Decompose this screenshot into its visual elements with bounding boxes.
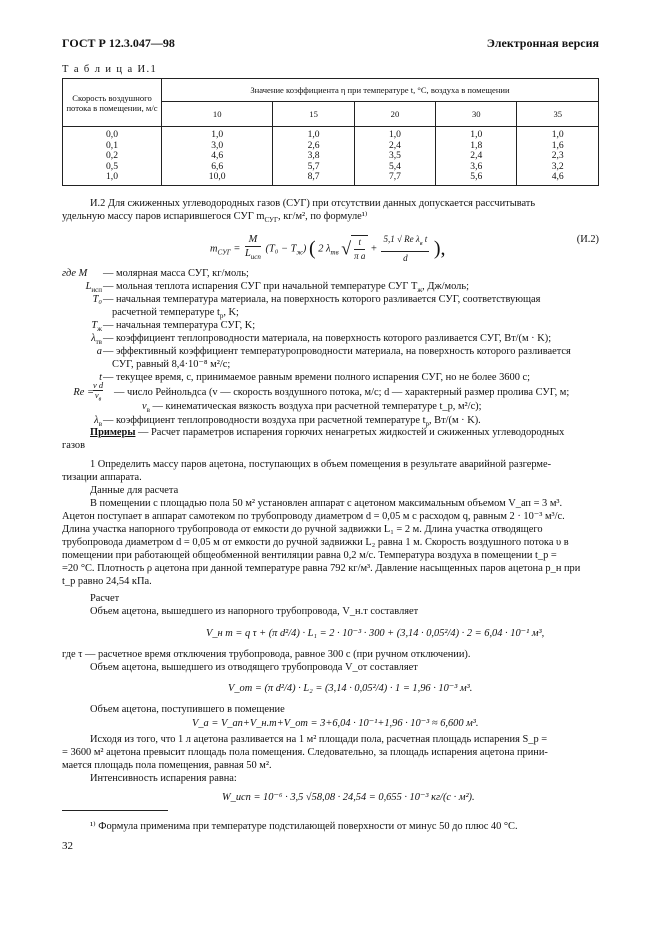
vol-ot-text: Объем ацетона, вышедшего из отводящего трубопровода V_от составляет xyxy=(90,662,418,673)
item1-a: 1 Определить массу паров ацетона, поступающих в объем помещения в результате аварийной разгерме- xyxy=(90,459,552,470)
f-mid-sub: ж xyxy=(296,248,303,257)
p1-line: трубопровода диаметром d = 0,05 м от емкости до ручной задвижки L₂ равна 1 м. Скорость воздушного потока υ в xyxy=(62,537,569,548)
formula-total: V_а = V_ап+V_н.т+V_от = 3+6,04 · 10⁻¹+1,96 · 10⁻³ ≈ 6,600 м³. xyxy=(192,718,479,729)
f-term2-num-text: 5,1 √ Re λ xyxy=(383,234,420,244)
def-sym xyxy=(62,293,102,306)
para-i2-line2 xyxy=(62,210,599,227)
f-lhs: m xyxy=(210,243,218,255)
def-text: — начальная температура материала, на поверхность которого разливается СУГ, соответствующая xyxy=(103,294,541,305)
def-sym-text: λ xyxy=(91,333,96,344)
temp-header: 10 xyxy=(162,102,273,127)
p1-line: помещении при работающей общеобменной вентиляции равна 0,2 м/с. Температура воздуха в помещении t_р = xyxy=(62,550,557,561)
def-sym-sub: тв xyxy=(95,338,102,347)
f-term1-sub: тв xyxy=(330,248,339,257)
def-sym-text: L xyxy=(85,281,92,292)
def-sym-sub: ж xyxy=(97,325,102,334)
def-sym-text: T₀ xyxy=(92,294,102,305)
re-num: v d xyxy=(93,380,104,390)
p1-line: Длина участка напорного трубопровода от емкости до ручной задвижки L₁ = 2 м. Длина участка отводящего xyxy=(62,524,543,535)
calc-title: Расчет xyxy=(90,593,120,604)
def-text-end: , Вт/(м · K). xyxy=(428,415,481,426)
def-sym-text: a xyxy=(96,346,102,357)
examples-title: Примеры xyxy=(90,427,136,438)
def-text-main: — мольная теплота испарения СУГ при начальной температуре СУГ T xyxy=(103,281,418,292)
f-term2-num-end: t xyxy=(422,234,428,244)
def-sym xyxy=(62,267,102,280)
def-text-end: , K; xyxy=(223,307,239,318)
tau-line: где τ — расчетное время отключения трубопровода, равное 300 с (при ручном отключении). xyxy=(62,649,471,660)
examples-lead-text: — Расчет параметров испарения горючих ненагретых жидкостей и сжиженных углеводородных xyxy=(135,427,565,438)
f-term2-num xyxy=(381,233,429,252)
def-text-cont: СУГ, равный 8,4·10⁻⁸ м²/с; xyxy=(112,359,231,370)
temp-header: 15 xyxy=(273,102,354,127)
para-i2-line1: И.2 Для сжиженных углеводородных газов (СУГ) при отсутствии данных допускается рассчитывать xyxy=(90,198,536,209)
def-text: — число Рейнольдса (v — скорость воздушного потока, м/с; d — характерный размер пролива СУГ, м; xyxy=(114,387,570,398)
def-text-sub: р xyxy=(425,420,429,429)
f-term1: 2 λ xyxy=(318,243,331,255)
electronic-version-label: Электронная версия xyxy=(486,36,599,50)
footnote-rule xyxy=(62,810,168,811)
def-text: — коэффициент теплопроводности материала, на поверхность которого разливается СУГ, Вт/(м · K); xyxy=(103,333,552,344)
sqrt-icon: √ xyxy=(341,238,352,259)
f-term2-frac xyxy=(381,233,429,265)
p2-line: = 3600 м² ацетона превысит площадь пола помещения. Следовательно, за площадь испарения ацетона прини- xyxy=(62,747,548,758)
def-text-end: , Дж/моль; xyxy=(422,281,469,292)
def-text: — текущее время, с, принимаемое равным времени полного испарения СУГ, но не более 3600 с; xyxy=(103,372,530,383)
def-sym-sub: в xyxy=(98,420,102,429)
def-text: — эффективный коэффициент температуропроводности материала, на поверхность которого разливается xyxy=(103,346,571,357)
table-caption: Т а б л и ц а И.1 xyxy=(62,64,158,75)
formula-i2 xyxy=(210,233,445,265)
def-text-sub: ж xyxy=(417,286,423,295)
eta-column: 1,0 2,4 3,5 5,4 7,7 xyxy=(354,127,435,186)
def-sym-text: t xyxy=(99,372,102,383)
def-sym-text: λ xyxy=(94,415,99,426)
f-brace-open: ( xyxy=(308,237,316,260)
speed-column-header: Скорость воздушного потока в помещении, м/с xyxy=(63,79,162,127)
temp-header: 20 xyxy=(354,102,435,127)
eta-column: 1,0 2,6 3,8 5,7 8,7 xyxy=(273,127,354,186)
para-i2-end: , кг/м², по формуле¹⁾ xyxy=(278,211,368,222)
f-frac-den xyxy=(245,247,261,264)
page-number: 32 xyxy=(62,840,73,852)
examples-lead xyxy=(62,426,599,439)
footnote: ¹⁾ Формула применима при температуре подстилающей поверхности от минус 50 до плюс 40 °C. xyxy=(90,821,518,832)
re-den-sub: в xyxy=(98,396,102,403)
intensity-text: Интенсивность испарения равна: xyxy=(90,773,237,784)
eta-column: 1,0 3,0 4,6 6,6 10,0 xyxy=(162,127,273,186)
vol-total-text: Объем ацетона, поступившего в помещение xyxy=(90,704,285,715)
data-title: Данные для расчета xyxy=(90,485,179,496)
f-lhs-sub: СУГ xyxy=(217,248,231,257)
def-sym-text: где M xyxy=(62,268,88,279)
def-sym-text: Re = xyxy=(73,387,94,398)
temperature-group-header: Значение коэффициента η при температуре t, °C, воздуха в помещении xyxy=(162,79,599,102)
item1-b: тизации аппарата. xyxy=(62,472,142,483)
formula-ot: V_от = (π d²/4) · L₂ = (3,14 · 0,05²/4) · 1 = 1,96 · 10⁻³ м³. xyxy=(228,683,473,694)
def-text-sub: р xyxy=(219,312,224,321)
f-frac-num: M xyxy=(245,233,261,247)
def-sym xyxy=(62,386,94,399)
f-term2-num-sub: в xyxy=(419,240,423,247)
temp-header: 30 xyxy=(436,102,517,127)
def-text: — начальная температура СУГ, K; xyxy=(103,320,256,331)
f-eq: = xyxy=(230,243,244,255)
document-code: ГОСТ Р 12.3.047—98 xyxy=(62,36,175,50)
f-sqrt-frac xyxy=(351,235,368,263)
formula-w: W_исп = 10⁻⁶ · 3,5 √58,08 · 24,54 = 0,655 · 10⁻³ кг/(с · м²). xyxy=(222,792,475,803)
def-text-main: ν xyxy=(142,401,147,412)
speed-values: 0,0 0,1 0,2 0,5 1,0 xyxy=(63,127,162,186)
f-den-sub: исп xyxy=(250,253,261,262)
para-i2-text: удельную массу паров испарившегося СУГ m xyxy=(62,211,265,222)
re-fraction xyxy=(93,381,103,405)
f-plus: + xyxy=(371,243,377,255)
def-sym-text: T xyxy=(91,320,98,331)
re-den xyxy=(93,391,103,405)
formula-nt: V_н т = q τ + (π d²/4) · L₁ = 2 · 10⁻³ · 300 + (3,14 · 0,05²/4) · 2 = 6,04 · 10⁻¹ м³, xyxy=(206,628,545,639)
f-mid: (T₀ − T xyxy=(265,243,297,255)
temp-header: 35 xyxy=(517,102,599,127)
f-sqrt-den: π a xyxy=(354,250,366,261)
p1-line: Ацетон поступает в аппарат самотеком по трубопроводу диаметром d = 0,05 м с расходом q, равным 2 · 10⁻³ м³/с. xyxy=(62,511,565,522)
f-brace-close: ), xyxy=(433,237,446,260)
def-text-end: — кинематическая вязкость воздуха при расчетной температуре t_р, м²/с); xyxy=(149,401,482,412)
def-text: — молярная масса СУГ, кг/моль; xyxy=(103,268,249,279)
eta-column: 1,0 1,8 2,4 3,6 5,6 xyxy=(436,127,517,186)
def-text-main: расчетной температуре t xyxy=(112,307,220,318)
coefficient-table xyxy=(62,78,599,186)
def-text-main: — коэффициент теплопроводности воздуха при расчетной температуре t xyxy=(103,415,426,426)
p1-line: В помещении с площадью пола 50 м² установлен аппарат с ацетоном максимальным объемом V_ап = 3 м³. xyxy=(90,498,563,509)
re-den-text: ν xyxy=(94,390,99,400)
f-sqrt-num: t xyxy=(354,236,365,250)
p2-line: мается площадь пола помещения, равная 50 м². xyxy=(62,760,272,771)
vol-nt-text: Объем ацетона, вышедшего из напорного трубопровода, V_н.т составляет xyxy=(90,606,419,617)
p2-line: Исходя из того, что 1 л ацетона разливается на 1 м² площади пола, расчетная площадь испарения S_р = xyxy=(90,734,548,745)
p1-line: t_р равно 24,54 кПа. xyxy=(62,576,152,587)
f-term2-den: d xyxy=(403,252,408,263)
f-mid-end: ) xyxy=(302,243,307,255)
p1-line: =20 °C. Плотность ρ ацетона при данной температуре равна 792 кг/м³. Давление насыщенных паров ацетона p_н при xyxy=(62,563,581,574)
def-sym xyxy=(62,345,102,358)
para-i2-sub: СУГ xyxy=(264,216,279,225)
f-frac xyxy=(245,233,261,264)
def-text-sub: в xyxy=(146,406,150,415)
f-den-text: L xyxy=(245,248,251,260)
formula-number: (И.2) xyxy=(576,234,599,245)
examples-lead2: газов xyxy=(62,440,86,451)
eta-column: 1,0 1,6 2,3 3,2 4,6 xyxy=(517,127,599,186)
def-sym-sub: исп xyxy=(91,286,102,295)
